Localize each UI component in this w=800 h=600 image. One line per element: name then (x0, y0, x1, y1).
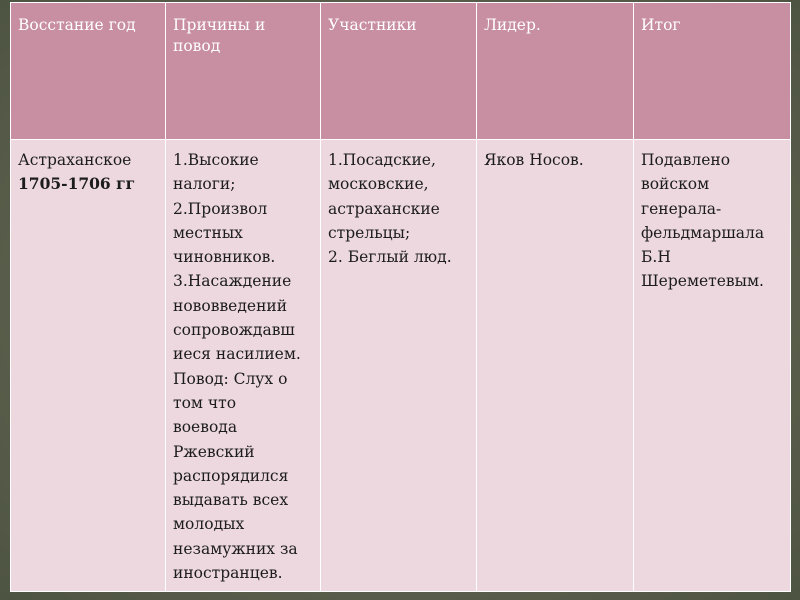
header-row (11, 3, 791, 140)
header-cell-participants: Участники (321, 3, 477, 140)
causes-line: местных (173, 223, 243, 242)
header-cell-uprising-year: Восстание год (11, 3, 166, 140)
result-line: Подавлено (641, 151, 731, 169)
cell-result (634, 140, 791, 592)
cell-causes (166, 140, 321, 592)
header-cell-leader: Лидер. (477, 3, 634, 140)
result-line: войском (641, 175, 710, 194)
causes-line: нововведений (173, 296, 288, 315)
causes-line: распорядился (173, 466, 289, 485)
causes-line: 1.Высокие (173, 151, 259, 169)
participants-line: 2. Беглый люд. (328, 248, 452, 267)
uprising-years: 1705-1706 гг (18, 174, 136, 194)
uprising-name: Астраханское (18, 151, 132, 169)
causes-line: выдавать всех (173, 491, 289, 510)
causes-line: том что (173, 393, 237, 412)
leader-name: Яков Носов. (484, 151, 584, 169)
causes-line: иностранцев. (173, 564, 283, 583)
participants-line: 1.Посадские, (328, 151, 436, 169)
causes-line: незамужних за (173, 539, 298, 558)
cell-participants (321, 140, 477, 592)
participants-line: астраханские (328, 199, 440, 218)
causes-line: Ржевский (173, 442, 255, 461)
header-cell-result: Итог (634, 3, 791, 140)
result-line: Б.Н (641, 248, 671, 267)
cell-uprising (11, 140, 166, 592)
causes-line: налоги; (173, 175, 236, 194)
causes-line: иеся насилием. (173, 345, 301, 364)
causes-line: 3.Насаждение (173, 272, 292, 291)
causes-line: Повод: Слух о (173, 369, 288, 388)
table-row (11, 140, 791, 592)
result-line: генерала- (641, 199, 722, 218)
result-line: фельдмаршала (641, 223, 765, 242)
result-line: Шереметевым. (641, 272, 764, 291)
cell-leader (477, 140, 634, 592)
causes-line: 2.Произвол (173, 199, 268, 218)
header-cell-causes: Причины и повод (166, 3, 321, 140)
uprising-table (10, 2, 791, 592)
causes-line: молодых (173, 515, 245, 534)
participants-line: московские, (328, 175, 429, 194)
causes-line: сопровождавш (173, 321, 295, 340)
causes-line: воевода (173, 418, 238, 437)
causes-line: чиновников. (173, 248, 276, 267)
participants-line: стрельцы; (328, 223, 411, 242)
